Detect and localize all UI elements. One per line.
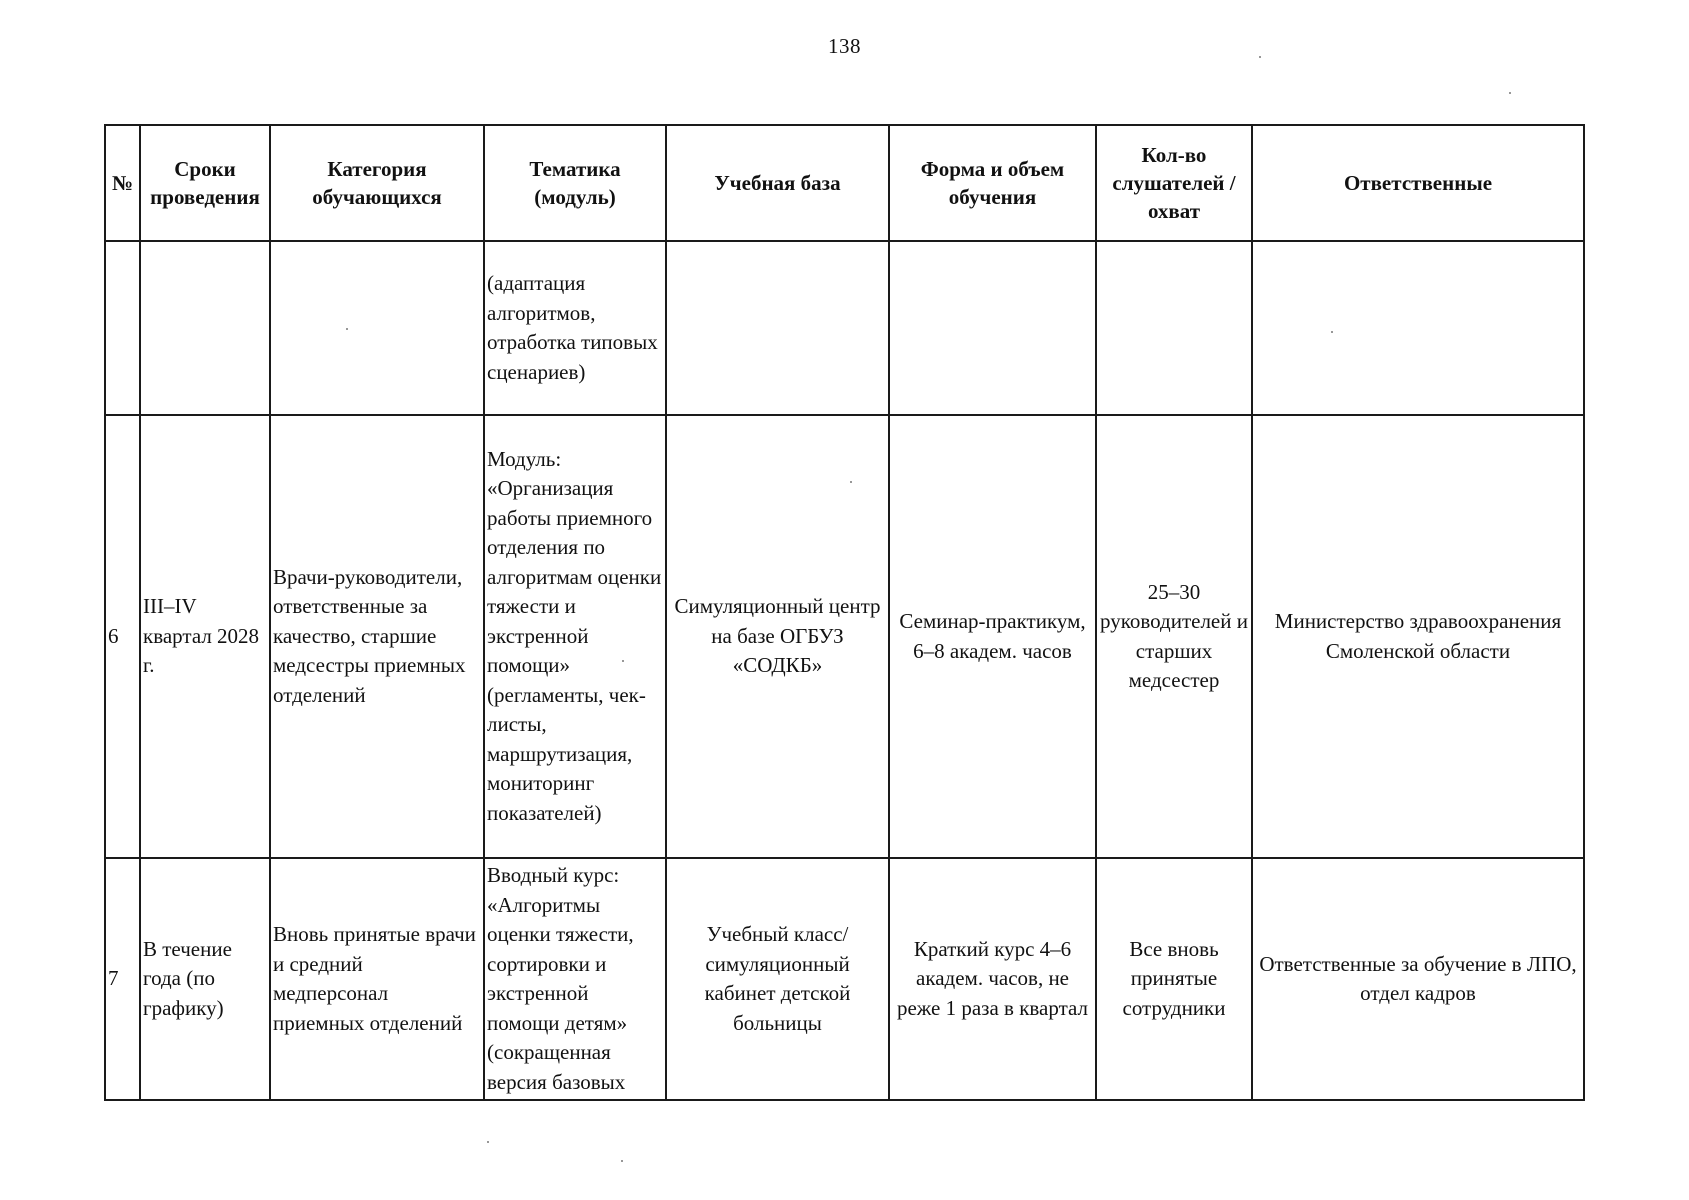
scan-speck — [621, 1160, 623, 1162]
cell-category — [270, 241, 484, 415]
cell-period: В течение года (по графику) — [140, 858, 270, 1100]
cell-count — [1096, 241, 1252, 415]
cell-number: 7 — [105, 858, 140, 1100]
cell-base: Учебный класс/симуляционный кабинет детской больницы — [666, 858, 889, 1100]
training-plan-table — [104, 124, 1585, 1101]
table-row — [105, 858, 1584, 1100]
header-form: Форма и объем обучения — [889, 125, 1096, 241]
header-base: Учебная база — [666, 125, 889, 241]
page-number: 138 — [828, 34, 861, 58]
cell-count: 25–30 руководителей и старших медсестер — [1096, 415, 1252, 858]
cell-form — [889, 241, 1096, 415]
scan-speck — [1509, 92, 1511, 94]
table-header-row — [105, 125, 1584, 241]
table-row — [105, 241, 1584, 415]
scan-speck — [487, 1141, 489, 1143]
cell-count: Все вновь принятые сотрудники — [1096, 858, 1252, 1100]
cell-base: Симуляционный центр на базе ОГБУЗ «СОДКБ» — [666, 415, 889, 858]
cell-topic: Модуль: «Организация работы приемного отделения по алгоритмам оценки тяжести и экстренной помощи» (регламенты, чек-листы, маршрутизация, мониторинг показателей) — [484, 415, 666, 858]
header-responsible: Ответственные — [1252, 125, 1584, 241]
header-number: № — [105, 125, 140, 241]
cell-responsible: Ответственные за обучение в ЛПО, отдел кадров — [1252, 858, 1584, 1100]
scan-speck — [1331, 331, 1333, 333]
cell-category: Вновь принятые врачи и средний медперсонал приемных отделений — [270, 858, 484, 1100]
cell-base — [666, 241, 889, 415]
cell-number — [105, 241, 140, 415]
cell-topic: Вводный курс: «Алгоритмы оценки тяжести, сортировки и экстренной помощи детям» (сокращенная версия базовых — [484, 858, 666, 1100]
cell-period: III–IV квартал 2028 г. — [140, 415, 270, 858]
header-topic: Тематика (модуль) — [484, 125, 666, 241]
scan-speck — [850, 481, 852, 483]
table-row — [105, 415, 1584, 858]
scan-speck — [622, 660, 624, 662]
header-category: Категория обучающихся — [270, 125, 484, 241]
scan-speck — [346, 328, 348, 330]
header-period: Сроки проведения — [140, 125, 270, 241]
cell-form: Семинар-практикум, 6–8 академ. часов — [889, 415, 1096, 858]
cell-number: 6 — [105, 415, 140, 858]
cell-topic: (адаптация алгоритмов, отработка типовых сценариев) — [484, 241, 666, 415]
cell-responsible — [1252, 241, 1584, 415]
scan-speck — [1259, 56, 1261, 58]
cell-form: Краткий курс 4–6 академ. часов, не реже 1 раза в квартал — [889, 858, 1096, 1100]
cell-category: Врачи-руководители, ответственные за качество, старшие медсестры приемных отделений — [270, 415, 484, 858]
cell-period — [140, 241, 270, 415]
cell-responsible: Министерство здравоохранения Смоленской области — [1252, 415, 1584, 858]
header-count: Кол-во слушателей / охват — [1096, 125, 1252, 241]
